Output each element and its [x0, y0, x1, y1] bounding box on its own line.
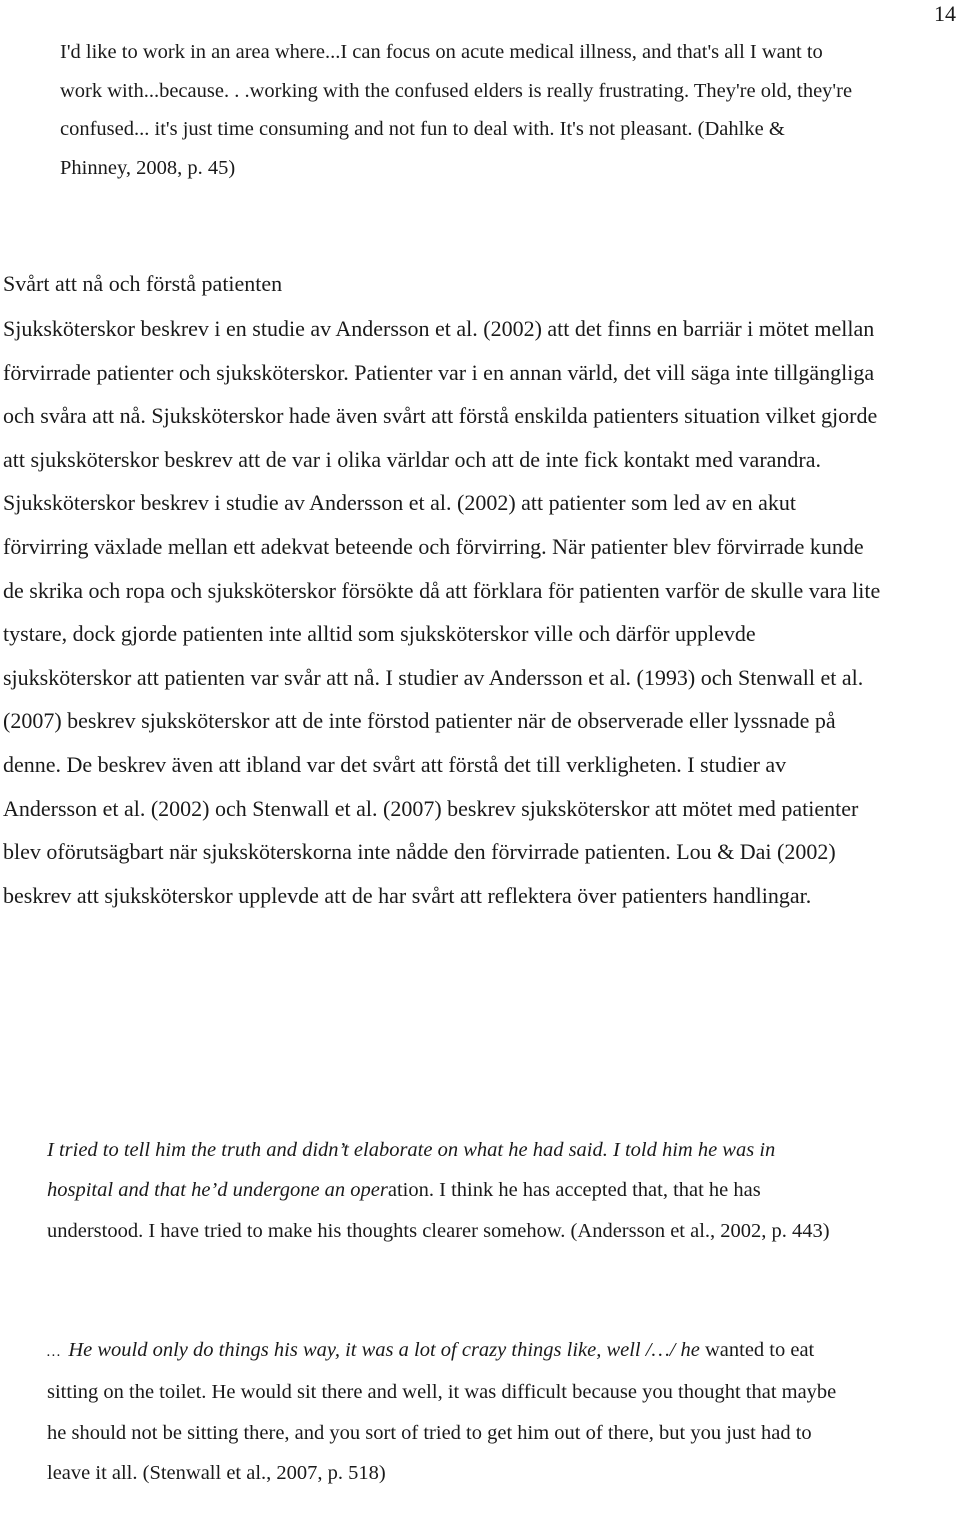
quote-regular-part: ation. I think he has accepted that, that he has understood. I have tried to make his thoughts clearer somehow. (Andersson et al., 2002, p. 443)	[47, 1179, 830, 1242]
section-heading: Svårt att nå och förstå patienten	[3, 271, 283, 296]
body-paragraph: Sjuksköterskor beskrev i en studie av Andersson et al. (2002) att det finns en barriär i mötet mellan förvirrade patienter och sjuksköterskor. Patienter var i en annan värld, det vill säga inte tillgängliga och svåra att nå. Sjuksköterskor hade även svårt att förstå enskilda patienters situation vilket gjorde att sjuksköterskor beskrev att de var i olika världar och att de inte fick kontakt med varandra. Sjuksköterskor beskrev i studie av Andersson et al. (2002) att patienter som led av en akut förvirring växlade mellan ett adekvat beteende och förvirring. När patienter blev förvirrade kunde de skrika och ropa och sjuksköterskor försökte då att förklara för patienten varför de skulle vara lite tystare, dock gjorde patienten inte alltid som sjuksköterskor ville och därför upplevde sjuksköterskor att patienten var svår att nå. I studier av Andersson et al. (1993) och Stenwall et al. (2007) beskrev sjuksköterskor att de inte förstod patienter när de observerade eller lyssnade på denne. De beskrev även att ibland var det svårt att förstå det till verkligheten. I studier av Andersson et al. (2002) och Stenwall et al. (2007) beskrev sjuksköterskor att mötet med patienter blev oförutsägbart när sjuksköterskorna inte nådde den förvirrade patienten. Lou & Dai (2002) beskrev att sjuksköterskor upplevde att de har svårt att reflektera över patienters handlingar.	[3, 316, 881, 908]
block-quote-andersson	[47, 1130, 837, 1251]
quote-regular-part: wanted to eat sitting on the toilet. He would sit there and well, it was difficult because you thought that maybe he should not be sitting there, and you sort of tried to get him out of there, but you just had to leave it all. (Stenwall et al., 2007, p. 518)	[47, 1339, 837, 1485]
quote-ellipsis: …	[47, 1344, 61, 1360]
block-quote-stenwall	[47, 1330, 837, 1494]
page-number: 14	[934, 1, 956, 26]
quote-italic-part: He would only do things his way, it was a lot of crazy things like, well /…/ he	[68, 1339, 700, 1361]
block-quote-dahlke: I'd like to work in an area where...I can focus on acute medical illness, and that's all I want to work with...because. . .working with the confused elders is really frustrating. They're old, they're confused... it's just time consuming and not fun to deal with. It's not pleasant. (Dahlke & Phinney, 2008, p. 45)	[60, 41, 853, 179]
quote-italic-part: I tried to tell him the truth and didn’t elaborate on what he had said. I told him he was in hospital and that he’d undergone an oper	[47, 1139, 776, 1202]
